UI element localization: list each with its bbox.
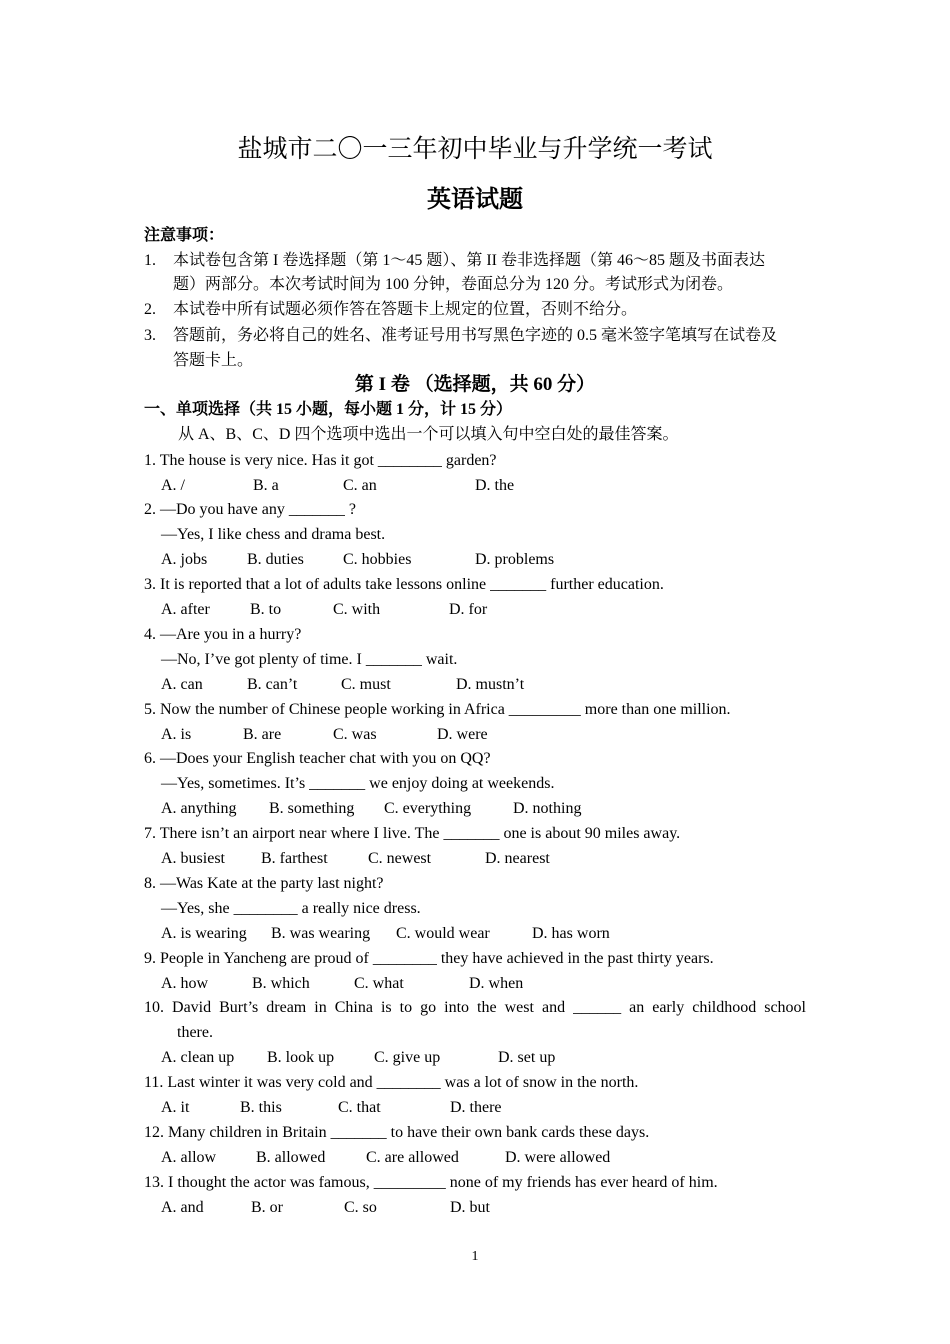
- question-text: 9. People in Yancheng are proud of ________ they have achieved in the past thirty years.: [144, 950, 714, 967]
- question-text: —No, I’ve got plenty of time. I _______ wait.: [161, 651, 458, 668]
- question-text: 11. Last winter it was very cold and ________ was a lot of snow in the north.: [144, 1074, 639, 1091]
- option-d: D. were allowed: [505, 1149, 611, 1166]
- page-number: 1: [471, 1249, 479, 1264]
- note-text: 答题卡上。: [173, 352, 254, 369]
- option-c: C. that: [338, 1099, 381, 1116]
- option-c: C. hobbies: [343, 551, 412, 568]
- question-text: 4. —Are you in a hurry?: [144, 626, 302, 643]
- note-text: 本试卷中所有试题必须作答在答题卡上规定的位置，否则不给分。: [173, 301, 638, 318]
- option-a: A. allow: [161, 1149, 217, 1166]
- option-d: D. when: [469, 975, 524, 992]
- option-c: C. with: [333, 601, 381, 618]
- exam-subtitle: 英语试题: [427, 187, 523, 213]
- option-c: C. so: [344, 1199, 377, 1216]
- option-a: A. is wearing: [161, 925, 247, 942]
- option-d: D. mustn’t: [456, 676, 525, 693]
- section-title: 一、单项选择（共 15 小题，每小题 1 分，计 15 分）: [144, 401, 513, 418]
- option-c: C. newest: [368, 850, 432, 867]
- option-c: C. give up: [374, 1049, 441, 1066]
- option-d: D. were: [437, 726, 488, 743]
- option-d: D. problems: [475, 551, 555, 568]
- question-text: 5. Now the number of Chinese people working in Africa _________ more than one million.: [144, 701, 731, 718]
- note-number: 2.: [144, 301, 156, 318]
- option-d: D. but: [450, 1199, 490, 1216]
- option-a: A. and: [161, 1199, 204, 1216]
- question-text: 7. There isn’t an airport near where I live. The _______ one is about 90 miles away.: [144, 825, 681, 842]
- question-text: 1. The house is very nice. Has it got ________ garden?: [144, 452, 497, 469]
- option-a: A. clean up: [161, 1049, 235, 1066]
- question-text: 2. —Do you have any _______ ?: [144, 501, 356, 518]
- option-c: C. an: [343, 477, 377, 494]
- option-a: A. /: [161, 477, 185, 494]
- exam-title: 盐城市二〇一三年初中毕业与升学统一考试: [237, 136, 713, 163]
- question-text: —Yes, sometimes. It’s _______ we enjoy doing at weekends.: [161, 775, 555, 792]
- option-d: D. for: [449, 601, 488, 618]
- question-text: —Yes, I like chess and drama best.: [161, 526, 386, 543]
- note-text: 题）两部分。本次考试时间为 100 分钟，卷面总分为 120 分。考试形式为闭卷。: [173, 276, 734, 293]
- option-c: C. must: [341, 676, 391, 693]
- option-d: D. has worn: [532, 925, 610, 942]
- question-text: 10. David Burt’s dream in China is to go into the west and ______ an early childhood school: [144, 999, 806, 1016]
- option-a: A. anything: [161, 800, 237, 817]
- option-b: B. can’t: [247, 676, 298, 693]
- option-b: B. which: [252, 975, 310, 992]
- option-d: D. the: [475, 477, 515, 494]
- note-text: 答题前，务必将自己的姓名、准考证号用书写黑色字迹的 0.5 毫米签字笔填写在试卷及: [173, 327, 778, 344]
- option-c: C. was: [333, 726, 377, 743]
- option-d: D. nothing: [513, 800, 582, 817]
- option-a: A. it: [161, 1099, 190, 1116]
- note-text: 本试卷包含第 I 卷选择题（第 1～45 题）、第 II 卷非选择题（第 46～85 题及书面表达: [173, 252, 765, 269]
- option-a: A. after: [161, 601, 210, 618]
- option-b: B. look up: [267, 1049, 335, 1066]
- option-a: A. jobs: [161, 551, 208, 568]
- option-b: B. this: [240, 1099, 282, 1116]
- option-d: D. there: [450, 1099, 502, 1116]
- option-d: D. set up: [498, 1049, 556, 1066]
- question-text: 3. It is reported that a lot of adults take lessons online _______ further education.: [144, 576, 664, 593]
- option-b: B. something: [269, 800, 355, 817]
- question-text: there.: [177, 1024, 213, 1041]
- question-text: 13. I thought the actor was famous, _________ none of my friends has ever heard of him.: [144, 1174, 718, 1191]
- option-b: B. was wearing: [271, 925, 371, 942]
- question-text: —Yes, she ________ a really nice dress.: [161, 900, 421, 917]
- option-b: B. or: [251, 1199, 283, 1216]
- option-b: B. a: [253, 477, 279, 494]
- question-text: 8. —Was Kate at the party last night?: [144, 875, 384, 892]
- option-b: B. to: [250, 601, 282, 618]
- option-c: C. what: [354, 975, 404, 992]
- question-text: 12. Many children in Britain _______ to have their own bank cards these days.: [144, 1124, 650, 1141]
- option-c: C. would wear: [396, 925, 490, 942]
- option-b: B. duties: [247, 551, 304, 568]
- option-b: B. allowed: [256, 1149, 326, 1166]
- option-c: C. are allowed: [366, 1149, 459, 1166]
- option-a: A. how: [161, 975, 209, 992]
- note-number: 3.: [144, 327, 156, 344]
- part-title: 第 I 卷 （选择题，共 60 分）: [354, 374, 596, 395]
- section-instruction: 从 A、B、C、D 四个选项中选出一个可以填入句中空白处的最佳答案。: [178, 426, 679, 443]
- option-d: D. nearest: [485, 850, 550, 867]
- question-text: 6. —Does your English teacher chat with you on QQ?: [144, 750, 491, 767]
- option-a: A. is: [161, 726, 192, 743]
- note-number: 1.: [144, 252, 156, 269]
- notes-heading: 注意事项：: [144, 227, 225, 244]
- option-b: B. farthest: [261, 850, 328, 867]
- option-b: B. are: [243, 726, 282, 743]
- option-c: C. everything: [384, 800, 472, 817]
- option-a: A. busiest: [161, 850, 225, 867]
- option-a: A. can: [161, 676, 203, 693]
